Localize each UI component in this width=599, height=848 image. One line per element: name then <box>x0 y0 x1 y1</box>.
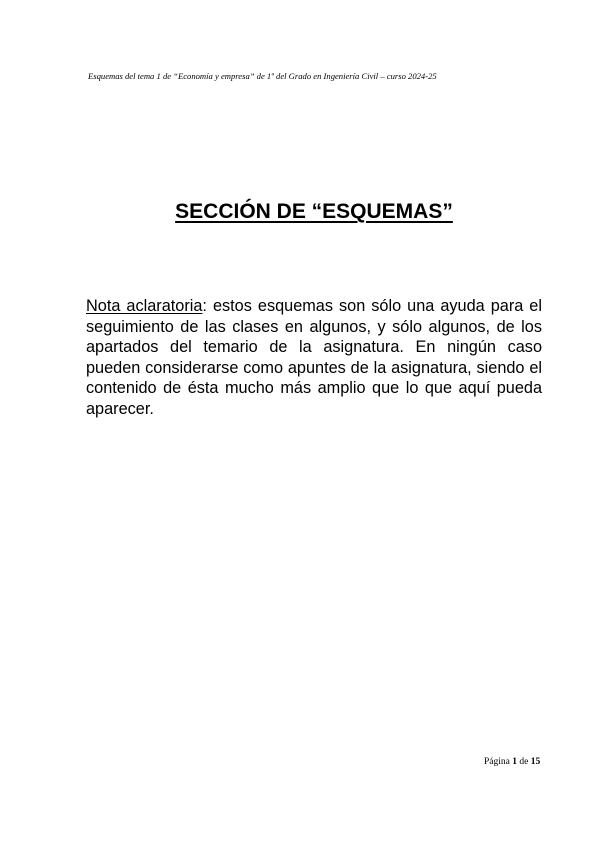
page-number <box>484 757 540 767</box>
page-word: Página <box>484 757 510 767</box>
current-page: 1 <box>512 757 517 767</box>
total-pages: 15 <box>530 757 541 767</box>
note-label: Nota aclaratoria <box>86 297 203 315</box>
running-header: Esquemas del tema 1 de “Economía y empresa” de 1º del Grado en Ingeniería Civil – curso 2024-25 <box>88 71 437 81</box>
note-text: : estos esquemas son sólo una ayuda para el seguimiento de las clases en algunos, y sólo algunos, de los apartados del temario de la asignatura. En ningún caso pueden considerarse como apuntes de la asignatura, siendo el contenido de ésta mucho más amplio que lo que aquí pueda aparecer. <box>86 297 542 418</box>
section-title: SECCIÓN DE “ESQUEMAS” <box>175 200 453 223</box>
of-word: de <box>519 757 529 767</box>
note-paragraph <box>86 296 542 419</box>
